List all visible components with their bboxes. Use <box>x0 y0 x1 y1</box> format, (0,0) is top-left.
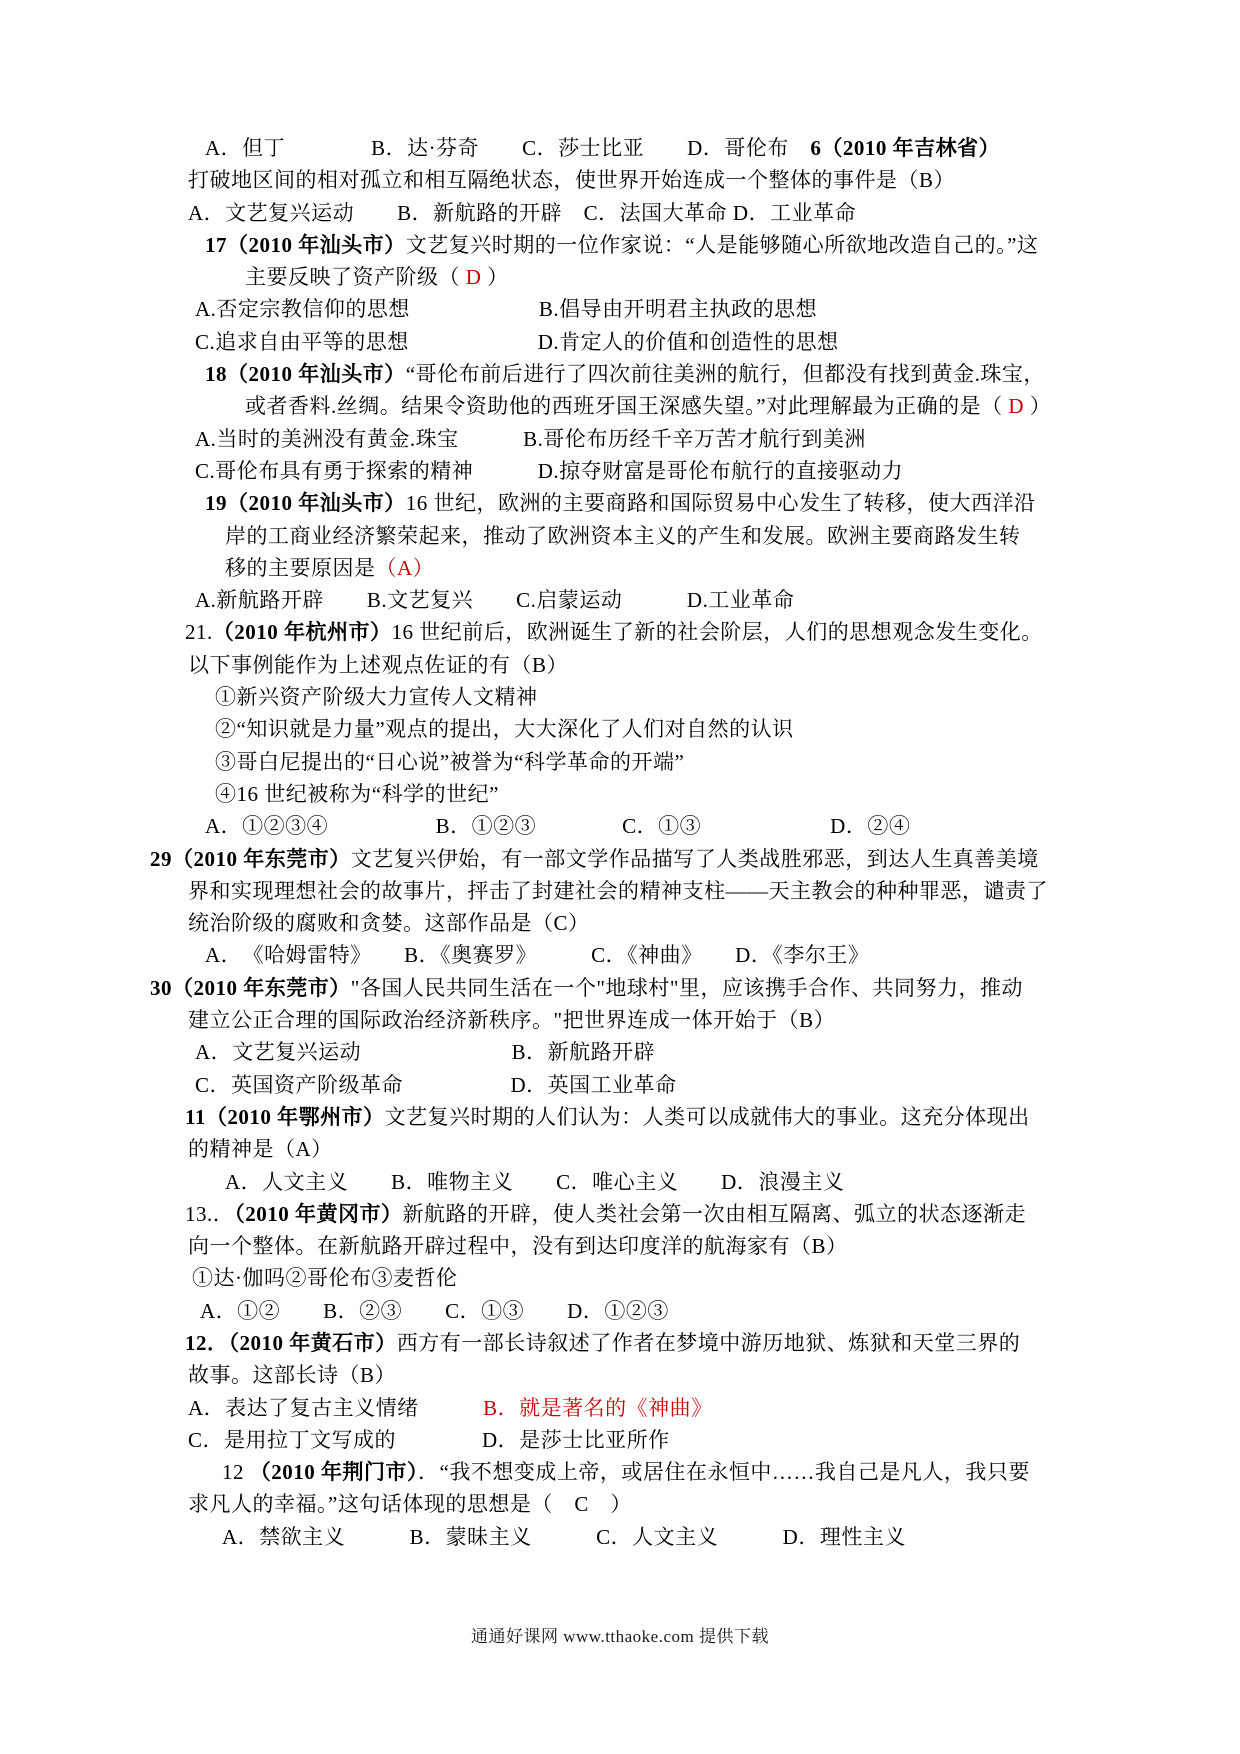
text-segment: A．①② B．②③ C．①③ D．①②③ <box>200 1298 669 1323</box>
text-segment: A．表达了复古主义情绪 <box>188 1395 484 1420</box>
text-line <box>150 875 1130 907</box>
text-line <box>150 649 1130 681</box>
text-line <box>150 1327 1130 1359</box>
text-line <box>150 1036 1130 1068</box>
question-header: （2010 年黄冈市） <box>234 1201 403 1226</box>
text-line <box>150 1359 1130 1391</box>
text-segment: “哥伦布前后进行了四次前往美洲的航行，但都没有找到黄金.珠宝， <box>405 362 1045 387</box>
text-segment: ①达·伽吗②哥伦布③麦哲伦 <box>192 1266 458 1291</box>
text-line <box>150 132 1130 164</box>
text-line <box>150 584 1130 616</box>
text-segment: 16 世纪前后，欧洲诞生了新的社会阶层，人们的思想观念发生变化。 <box>391 620 1043 645</box>
text-line <box>150 1166 1130 1198</box>
text-line <box>150 390 1130 422</box>
text-line <box>150 293 1130 325</box>
text-segment: 求凡人的幸福。”这句话体现的思想是（ C ） <box>188 1492 632 1517</box>
text-line <box>150 1295 1130 1327</box>
text-segment: 13.． <box>185 1201 235 1226</box>
text-segment: A．文艺复兴运动 B．新航路的开辟 C．法国大革命 D．工业革命 <box>188 200 857 225</box>
text-line <box>150 713 1130 745</box>
text-segment: A．禁欲主义 B．蒙昧主义 C．人文主义 D．理性主义 <box>222 1524 906 1549</box>
text-segment: 岸的工商业经济繁荣起来，推动了欧洲资本主义的产生和发展。欧洲主要商路发生转 <box>225 523 1021 548</box>
question-header: 17（2010 年汕头市） <box>205 232 406 257</box>
text-line <box>150 455 1130 487</box>
text-line <box>150 487 1130 519</box>
text-line <box>150 616 1130 648</box>
text-line <box>150 810 1130 842</box>
text-segment: ②“知识就是力量”观点的提出，大大深化了人们对自然的认识 <box>215 717 794 742</box>
text-segment: 16 世纪，欧洲的主要商路和国际贸易中心发生了转移，使大西洋沿 <box>405 491 1036 516</box>
text-segment: 统治阶级的腐败和贪婪。这部作品是（C） <box>188 911 590 936</box>
text-line <box>150 326 1130 358</box>
text-segment: ③哥白尼提出的“日心说”被誉为“科学革命的开端” <box>215 749 685 774</box>
text-line <box>150 1488 1130 1520</box>
text-segment: 文艺复兴伊始，有一部文学作品描写了人类战胜邪恶，到达人生真善美境 <box>350 846 1039 871</box>
answer-highlight: D <box>1008 394 1024 419</box>
text-segment: 以下事例能作为上述观点佐证的有（B） <box>188 652 569 677</box>
text-segment: 主要反映了资产阶级（ <box>245 265 466 290</box>
text-line <box>150 939 1130 971</box>
question-header: （2010 年荆门市） <box>249 1460 418 1485</box>
text-segment: 21. <box>185 620 213 645</box>
question-header: 29（2010 年东莞市） <box>150 846 351 871</box>
text-segment: C.追求自由平等的思想 D.肯定人的价值和创造性的思想 <box>195 329 839 354</box>
text-line <box>150 972 1130 1004</box>
text-segment: ④16 世纪被称为“科学的世纪” <box>215 781 499 806</box>
text-segment: 移的主要原因是 <box>225 555 376 580</box>
text-line <box>150 1262 1130 1294</box>
text-segment: 新航路的开辟，使人类社会第一次由相互隔离、弧立的状态逐渐走 <box>402 1201 1026 1226</box>
text-segment: 故事。这部长诗（B） <box>188 1363 397 1388</box>
document-body <box>150 132 1130 1553</box>
text-segment: C．英国资产阶级革命 D．英国工业革命 <box>195 1072 677 1097</box>
answer-highlight: B．就是著名的《神曲》 <box>483 1395 713 1420</box>
text-segment: A．文艺复兴运动 B．新航路开辟 <box>195 1040 656 1065</box>
footer-watermark: 通通好课网 www.tthaoke.com 提供下载 <box>470 1627 770 1646</box>
text-line <box>150 843 1130 875</box>
text-segment: ） <box>481 265 509 290</box>
text-segment: 界和实现理想社会的故事片，抨击了封建社会的精神支柱——天主教会的种种罪恶，谴责了 <box>188 878 1048 903</box>
text-segment: 向一个整体。在新航路开辟过程中，没有到达印度洋的航海家有（B） <box>188 1234 848 1259</box>
text-segment: 西方有一部长诗叙述了作者在梦境中游历地狱、炼狱和天堂三界的 <box>396 1330 1021 1355</box>
text-segment: ①新兴资产阶级大力宣传人文精神 <box>215 685 538 710</box>
text-line <box>150 1069 1130 1101</box>
text-line <box>150 520 1130 552</box>
text-segment: 打破地区间的相对孤立和相互隔绝状态，使世界开始连成一个整体的事件是（B） <box>188 168 956 193</box>
text-line <box>150 1230 1130 1262</box>
question-header: 18（2010 年汕头市） <box>205 362 406 387</box>
text-line <box>150 358 1130 390</box>
text-segment: A.新航路开辟 B.文艺复兴 C.启蒙运动 D.工业革命 <box>195 588 795 613</box>
text-line <box>150 778 1130 810</box>
text-segment: 文艺复兴时期的人们认为：人类可以成就伟大的事业。这充分体现出 <box>384 1104 1030 1129</box>
text-segment: A.否定宗教信仰的思想 B.倡导由开明君主执政的思想 <box>195 297 818 322</box>
text-line <box>150 261 1130 293</box>
text-segment: C.哥伦布具有勇于探索的精神 D.掠夺财富是哥伦布航行的直接驱动力 <box>195 458 904 483</box>
text-segment: 文艺复兴时期的一位作家说：“人是能够随心所欲地改造自己的。”这 <box>405 232 1039 257</box>
text-line <box>150 1456 1130 1488</box>
text-segment: 或者香料.丝绸。结果令资助他的西班牙国王深感失望。”对此理解最为正确的是（ <box>245 394 1009 419</box>
text-segment: 建立公正合理的国际政治经济新秩序。"把世界连成一体开始于（B） <box>188 1008 836 1033</box>
text-line <box>150 1101 1130 1133</box>
question-header: 19（2010 年汕头市） <box>205 491 406 516</box>
text-line <box>150 681 1130 713</box>
text-line <box>150 1004 1130 1036</box>
text-segment: ） <box>1024 394 1052 419</box>
text-segment: ．“我不想变成上帝，或居住在永恒中……我自己是凡人，我只要 <box>418 1460 1030 1485</box>
question-header: （2010 年杭州市） <box>212 620 392 645</box>
text-line <box>150 1392 1130 1424</box>
text-segment: A.当时的美洲没有黄金.珠宝 B.哥伦布历经千辛万苦才航行到美洲 <box>195 426 866 451</box>
text-line <box>150 1521 1130 1553</box>
text-line <box>150 423 1130 455</box>
text-line <box>150 164 1130 196</box>
text-segment: 的精神是（A） <box>188 1137 333 1162</box>
text-line <box>150 552 1130 584</box>
question-header: 11（2010 年鄂州市） <box>185 1104 385 1129</box>
text-line <box>150 1424 1130 1456</box>
text-segment: "各国人民共同生活在一个"地球村"里，应该携手合作、共同努力，推动 <box>350 975 1023 1000</box>
question-header: 12．（2010 年黄石市） <box>185 1330 397 1355</box>
text-segment: A．①②③④ B．①②③ C．①③ D．②④ <box>205 814 911 839</box>
question-header: 6（2010 年吉林省） <box>810 136 1001 160</box>
text-line <box>150 229 1130 261</box>
text-line <box>150 746 1130 778</box>
text-segment: A．人文主义 B．唯物主义 C．唯心主义 D．浪漫主义 <box>225 1169 845 1194</box>
text-segment: A．但丁 B．达·芬奇 C．莎士比亚 D．哥伦布 <box>205 136 811 160</box>
text-line <box>150 907 1130 939</box>
text-line <box>150 1133 1130 1165</box>
question-header: 30（2010 年东莞市） <box>150 975 351 1000</box>
text-segment: A． 《哈姆雷特》 B．《奥赛罗》 C．《神曲》 D．《李尔王》 <box>205 943 870 968</box>
answer-highlight: （A） <box>375 555 435 580</box>
answer-highlight: D <box>465 265 482 290</box>
text-segment: 12 <box>222 1460 250 1485</box>
text-line <box>150 197 1130 229</box>
text-segment: C．是用拉丁文写成的 D．是莎士比亚所作 <box>188 1427 670 1452</box>
text-line <box>150 1198 1130 1230</box>
